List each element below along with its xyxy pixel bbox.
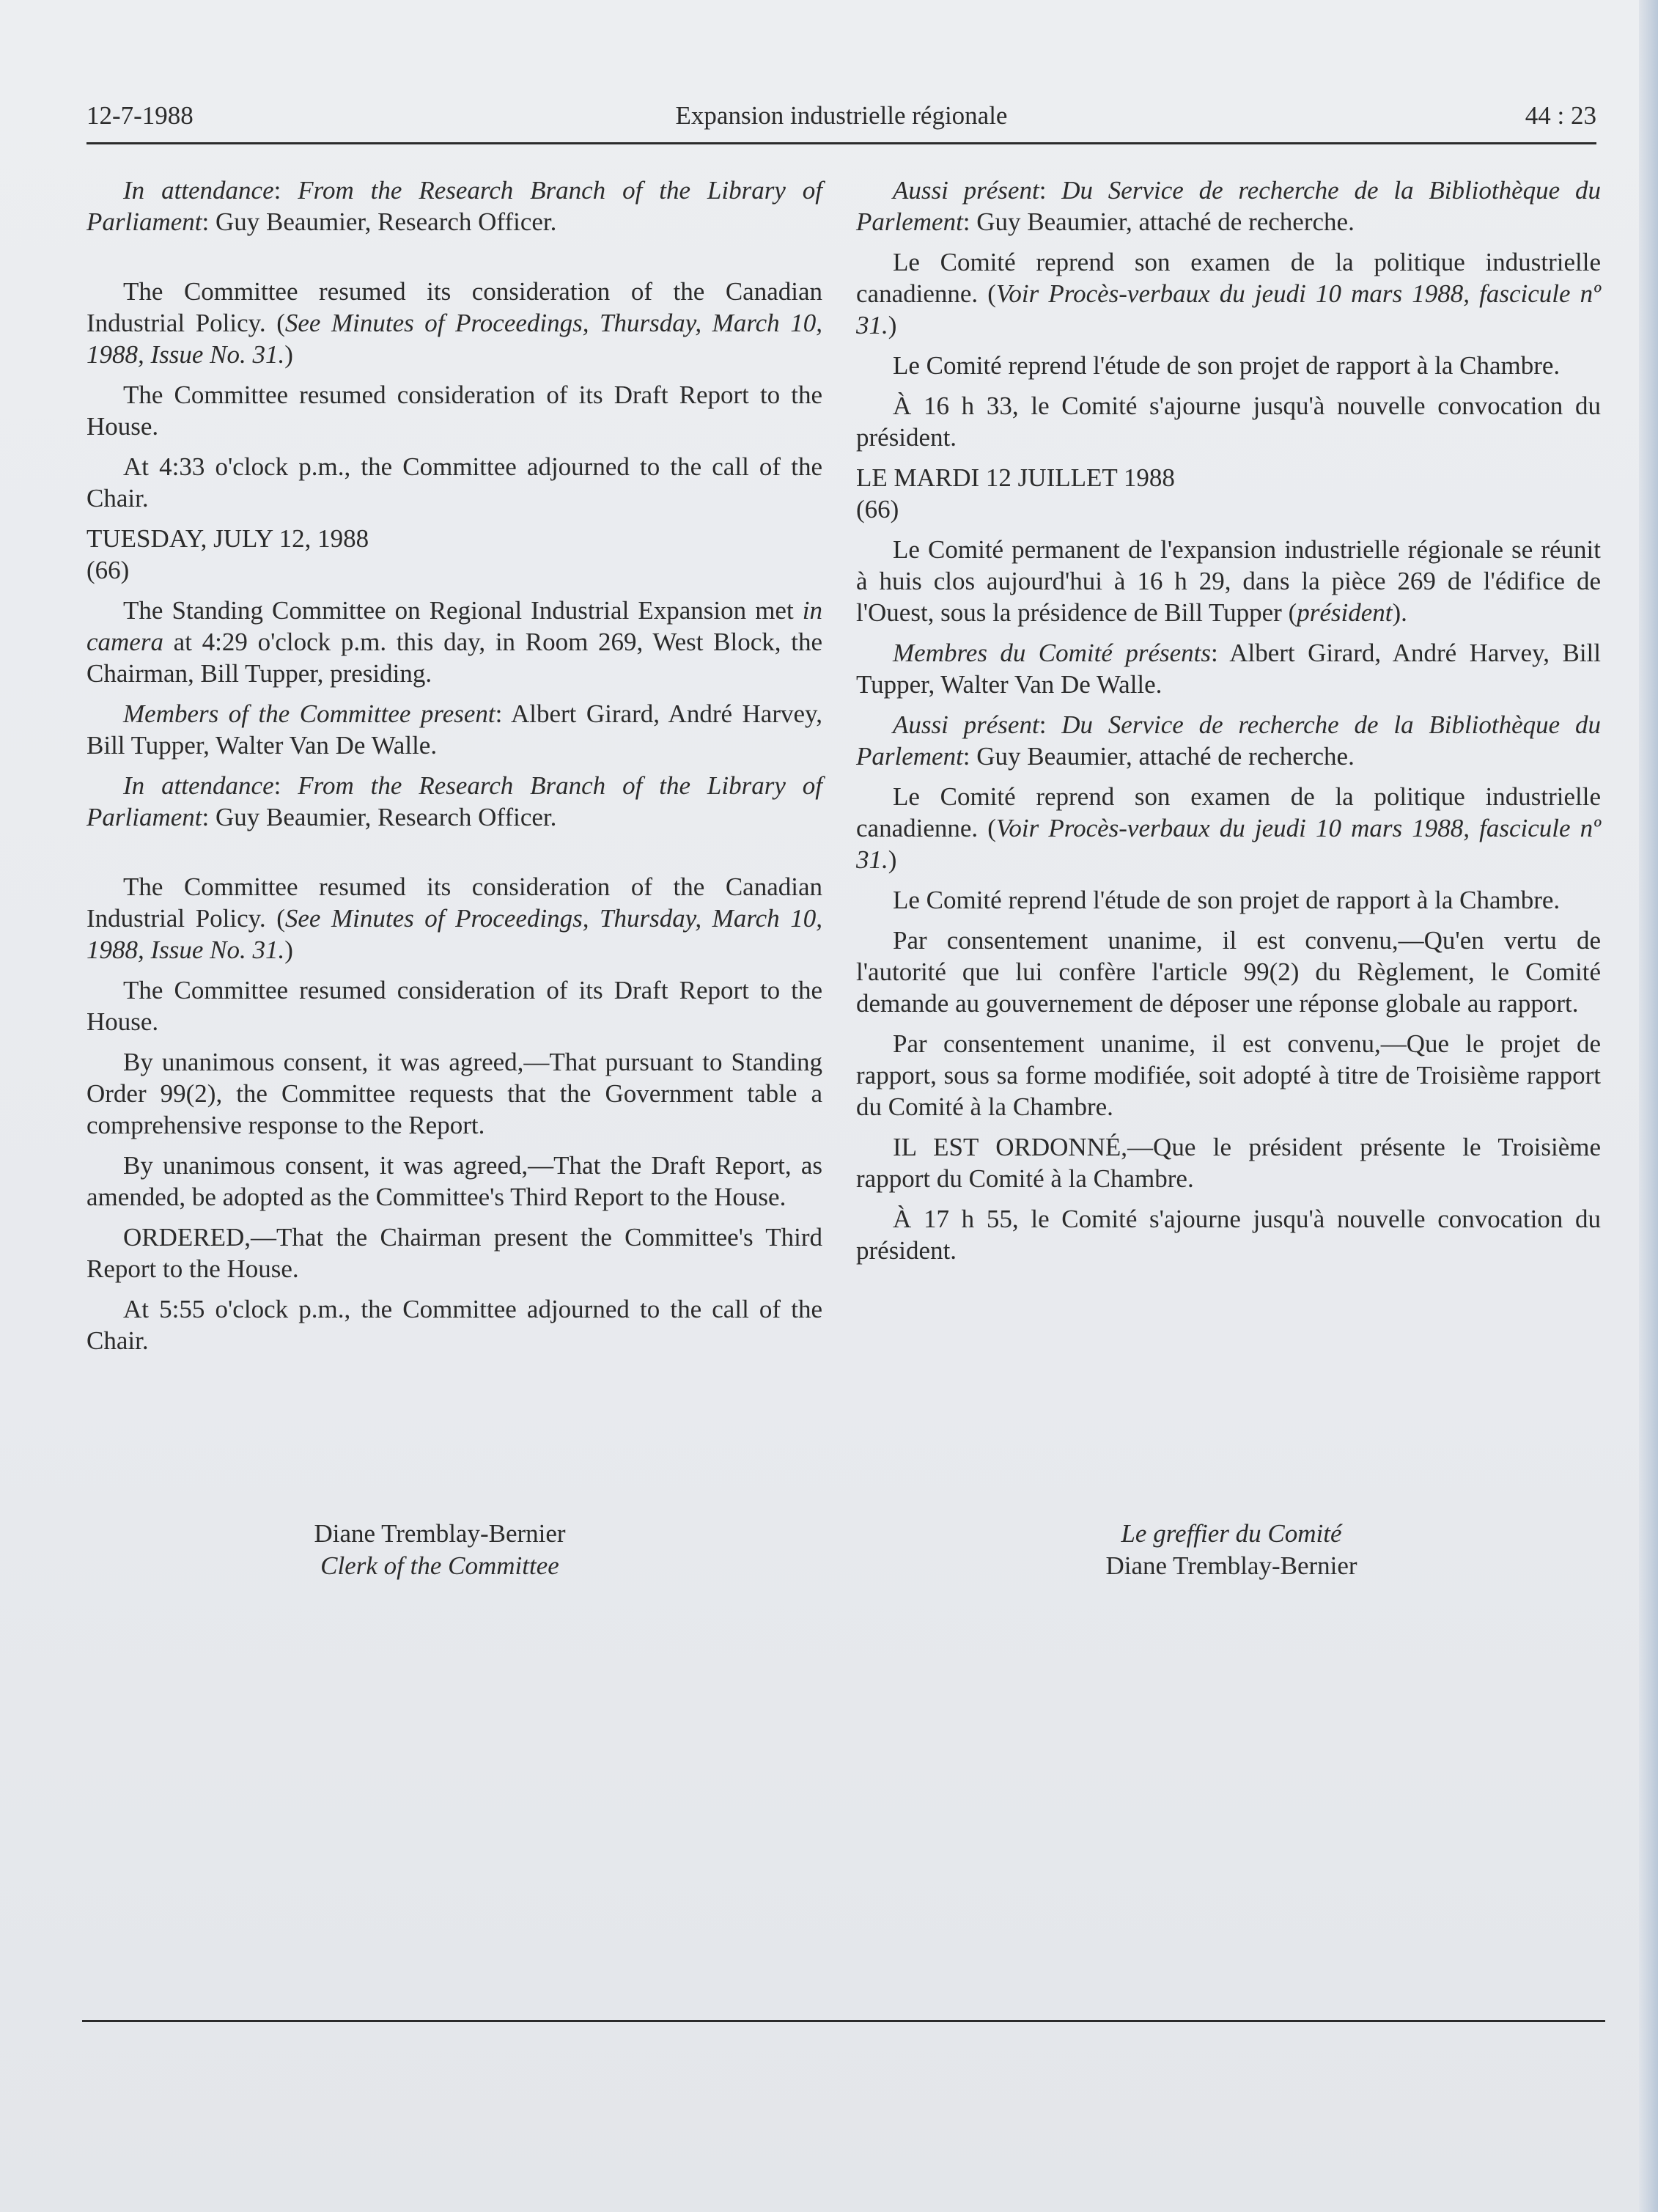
header-page-number: 44 : 23 bbox=[1525, 101, 1596, 130]
draft-report-paragraph: Le Comité reprend l'étude de son projet de rapport à la Chambre. bbox=[893, 886, 1561, 914]
order-paragraph: IL EST ORDONNÉ,—Que le président présente le Troisième rapport du Comité à la Chambre. bbox=[856, 1133, 1601, 1193]
draft-report-paragraph: Le Comité reprend l'étude de son projet de rapport à la Chambre. bbox=[893, 351, 1561, 380]
adjournment-paragraph: À 17 h 55, le Comité s'ajourne jusqu'à nouvelle convocation du président. bbox=[856, 1205, 1601, 1265]
french-signature bbox=[1012, 1518, 1451, 1582]
response-motion-paragraph: By unanimous consent, it was agreed,—That pursuant to Standing Order 99(2), the Committee requests that the Government table a comprehensive response to the Report. bbox=[86, 1048, 822, 1139]
meeting-paragraph: The Standing Committee on Regional Industrial Expansion met in camera at 4:29 o'clock p.m. this day, in Room 269, West Block, the Chairman, Bill Tupper, presiding. bbox=[86, 596, 822, 688]
meeting-number: (66) bbox=[86, 556, 130, 584]
adoption-motion-paragraph: Par consentement unanime, il est convenu,—Que le projet de rapport, sous sa forme modifiée, soit adopté à titre de Troisième rapport du Comité à la Chambre. bbox=[856, 1029, 1601, 1121]
page-edge-shadow bbox=[1639, 0, 1658, 2212]
adjournment-paragraph: À 16 h 33, le Comité s'ajourne jusqu'à nouvelle convocation du président. bbox=[856, 392, 1601, 452]
meeting-date-heading: TUESDAY, JULY 12, 1988 bbox=[86, 524, 369, 553]
adjournment-paragraph: At 4:33 o'clock p.m., the Committee adjourned to the call of the Chair. bbox=[86, 452, 822, 512]
meeting-paragraph: Le Comité permanent de l'expansion industrielle régionale se réunit à huis clos aujourd'hui à 16 h 29, dans la pièce 269 de l'édifice de l'Ouest, sous la présidence de Bill Tupper (président). bbox=[856, 535, 1601, 627]
response-motion-paragraph: Par consentement unanime, il est convenu,—Qu'en vertu de l'autorité que lui confère l'article 99(2) du Règlement, le Comité demande au gouvernement de déposer une réponse globale au rapport. bbox=[856, 926, 1601, 1018]
meeting-date-heading: LE MARDI 12 JUILLET 1988 bbox=[856, 463, 1175, 492]
attendance-paragraph: Aussi présent: Du Service de recherche de la Bibliothèque du Parlement: Guy Beaumier, attaché de recherche. bbox=[856, 176, 1601, 236]
attendance-paragraph: Aussi présent: Du Service de recherche de la Bibliothèque du Parlement: Guy Beaumier, attaché de recherche. bbox=[856, 710, 1601, 771]
header-date: 12-7-1988 bbox=[86, 101, 194, 130]
english-column bbox=[86, 174, 822, 1365]
meeting-number: (66) bbox=[856, 495, 899, 523]
adoption-motion-paragraph: By unanimous consent, it was agreed,—That the Draft Report, as amended, be adopted as the Committee's Third Report to the House. bbox=[86, 1151, 822, 1211]
draft-report-paragraph: The Committee resumed consideration of its Draft Report to the House. bbox=[86, 381, 822, 441]
attendance-paragraph: In attendance: From the Research Branch of the Library of Parliament: Guy Beaumier, Research Officer. bbox=[86, 176, 822, 236]
policy-paragraph: Le Comité reprend son examen de la politique industrielle canadienne. (Voir Procès-verbaux du jeudi 10 mars 1988, fascicule nº 31.) bbox=[856, 248, 1601, 339]
french-column bbox=[856, 174, 1601, 1275]
clerk-name: Diane Tremblay-Bernier bbox=[314, 1519, 566, 1548]
adjournment-paragraph: At 5:55 o'clock p.m., the Committee adjourned to the call of the Chair. bbox=[86, 1295, 822, 1355]
draft-report-paragraph: The Committee resumed consideration of its Draft Report to the House. bbox=[86, 976, 822, 1036]
attendance-paragraph: In attendance: From the Research Branch of the Library of Parliament: Guy Beaumier, Research Officer. bbox=[86, 771, 822, 831]
header-title: Expansion industrielle régionale bbox=[675, 101, 1008, 130]
policy-paragraph: Le Comité reprend son examen de la politique industrielle canadienne. (Voir Procès-verbaux du jeudi 10 mars 1988, fascicule nº 31.) bbox=[856, 782, 1601, 874]
clerk-name: Diane Tremblay-Bernier bbox=[1105, 1551, 1357, 1580]
order-paragraph: ORDERED,—That the Chairman present the Committee's Third Report to the House. bbox=[86, 1223, 822, 1283]
clerk-title: Le greffier du Comité bbox=[1121, 1519, 1342, 1548]
english-signature bbox=[220, 1518, 660, 1582]
members-paragraph: Members of the Committee present: Albert Girard, André Harvey, Bill Tupper, Walter Van De Walle. bbox=[86, 699, 822, 760]
running-header bbox=[86, 101, 1596, 144]
footer-rule bbox=[82, 2020, 1605, 2022]
policy-paragraph: The Committee resumed its consideration of the Canadian Industrial Policy. (See Minutes of Proceedings, Thursday, March 10, 1988, Issue No. 31.) bbox=[86, 277, 822, 369]
members-paragraph: Membres du Comité présents: Albert Girard, André Harvey, Bill Tupper, Walter Van De Walle. bbox=[856, 639, 1601, 699]
policy-paragraph: The Committee resumed its consideration of the Canadian Industrial Policy. (See Minutes of Proceedings, Thursday, March 10, 1988, Issue No. 31.) bbox=[86, 872, 822, 964]
clerk-title: Clerk of the Committee bbox=[320, 1551, 559, 1580]
